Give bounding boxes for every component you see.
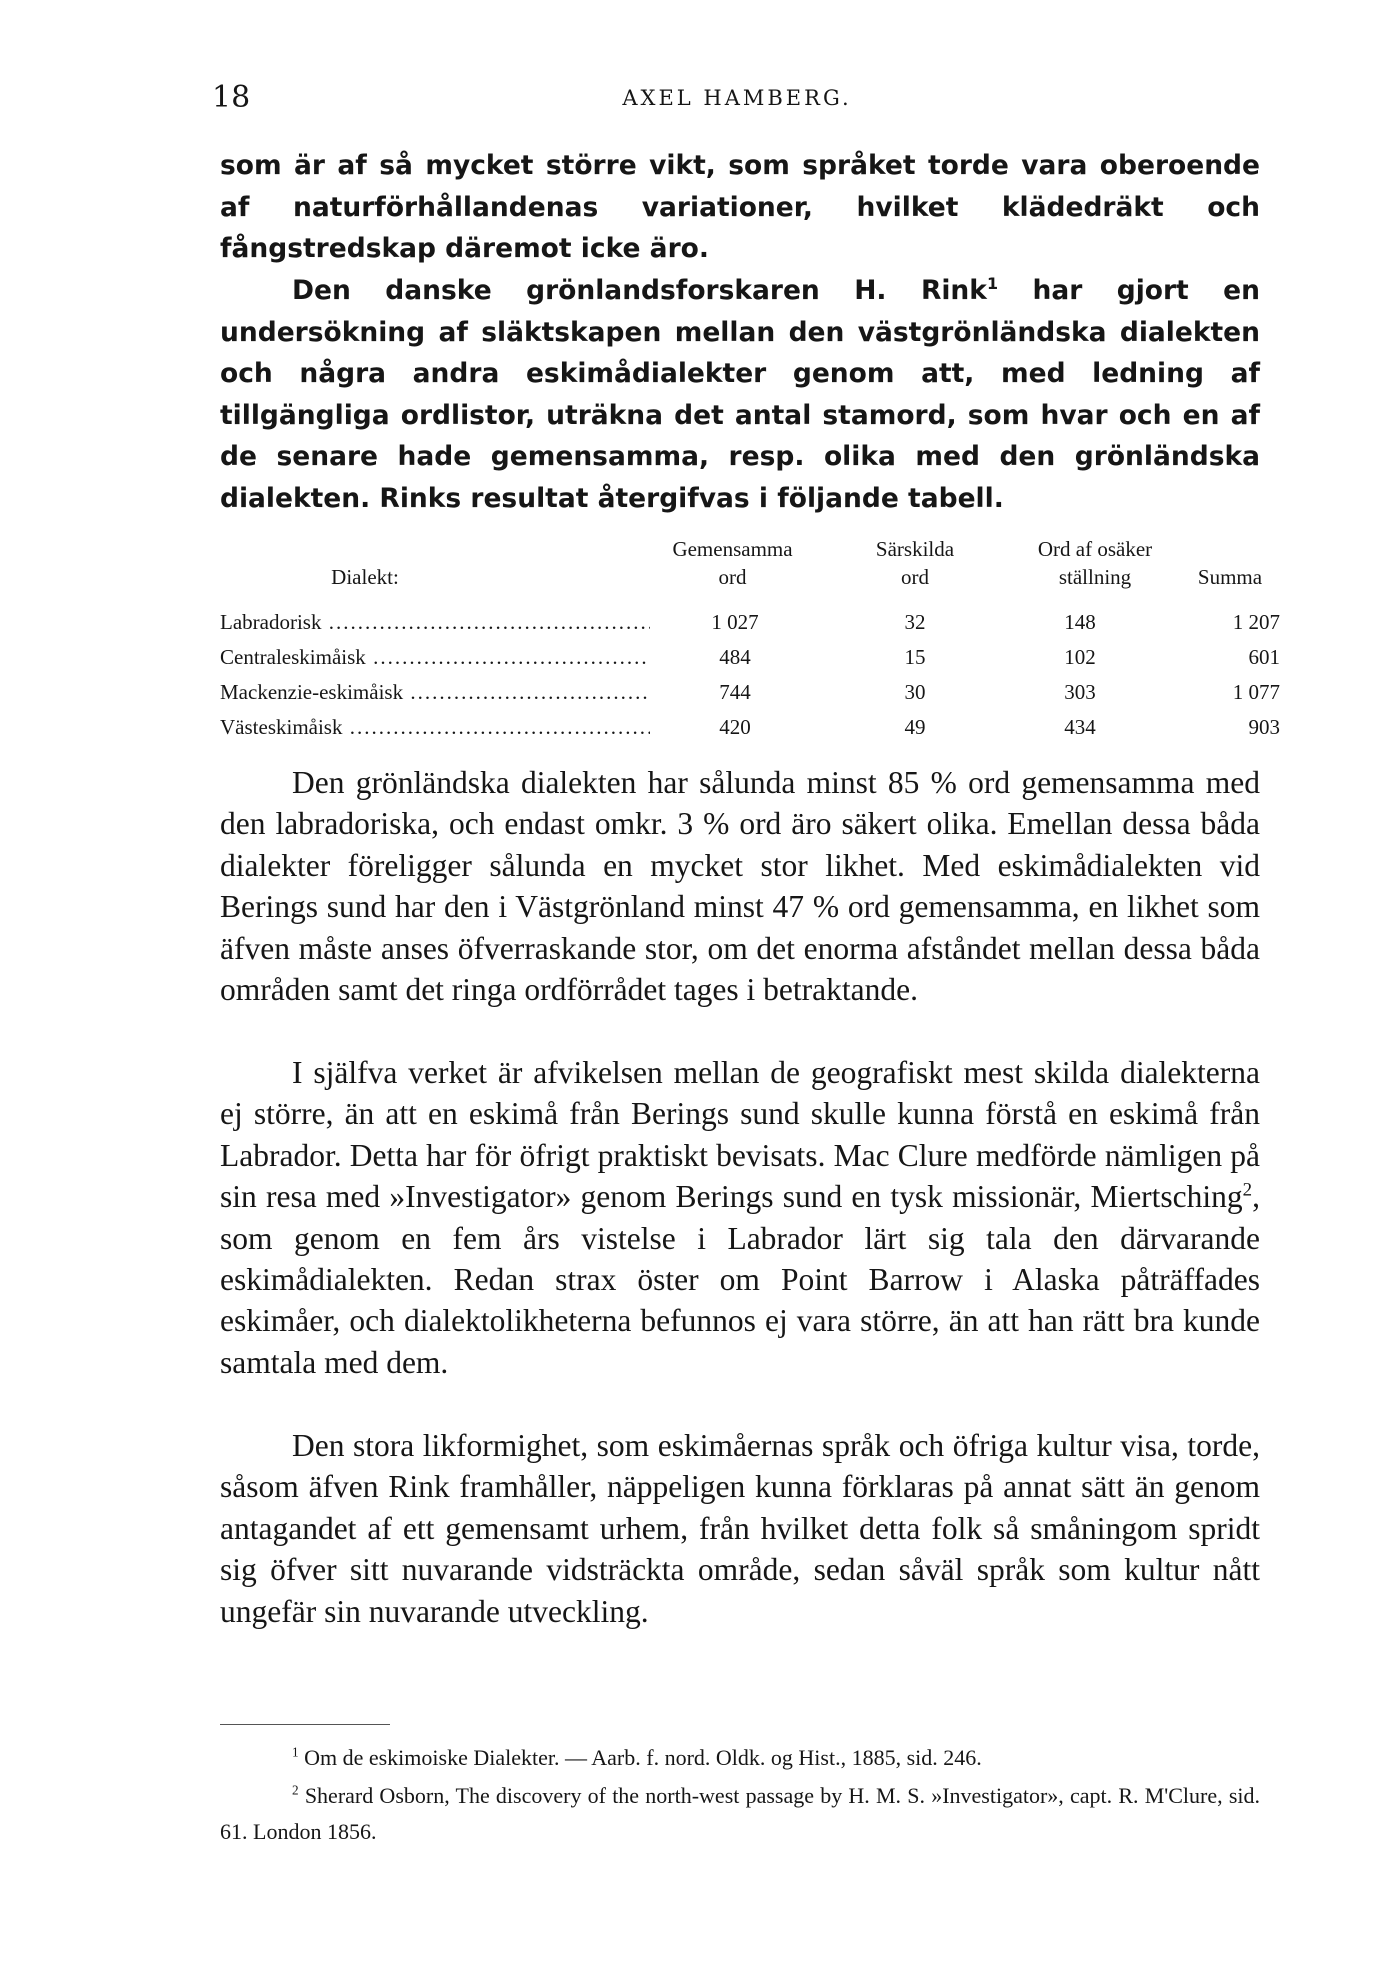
page-number: 18 <box>212 80 251 115</box>
paragraph-2-text-b: har gjort en undersökning af släktskapen mellan den västgrönländska dialekten och några andra eskimådialekter genom att, med ledning af tillgängliga ordlistor, uträkna det antal stamord, som hvar och en af de senare hade gemensamma, resp. olika med den grönländska dialekten. Rinks resultat återgifvas i följande tabell. <box>220 275 1261 514</box>
cell-summa: 601 <box>1248 645 1280 669</box>
header-osaker-line1: Ord af osäker <box>1037 537 1153 561</box>
cell-gemensamma: 1 027 <box>711 610 759 634</box>
row-label: Västeskimåisk ..... <box>220 715 650 740</box>
header-gemensamma-line1: Gemensamma <box>672 537 793 561</box>
paragraph-2 <box>220 270 1260 520</box>
header-dialekt: Dialekt: <box>331 565 399 589</box>
table-row <box>220 610 1280 640</box>
cell-sarskilda: 15 <box>904 645 926 669</box>
paragraph-1 <box>220 145 1260 270</box>
table-row <box>220 645 1280 675</box>
cell-sarskilda: 32 <box>904 610 926 634</box>
row-label: Mackenzie-eskimåisk ..... <box>220 680 650 705</box>
header-osaker <box>1000 535 1190 591</box>
paragraph-2-text-a: Den danske grönlandsforskaren H. Rink <box>292 275 987 306</box>
cell-summa: 1 207 <box>1232 610 1280 634</box>
cell-summa: 1 077 <box>1232 680 1280 704</box>
paragraph-4-text-b: , som genom en fem års vistelse i Labrador lärt sig tala den därvarande eskimådialekten. Redan strax öster om Point Barrow i Alaska påträffades eskimåer, och dialektolikheterna befunnos ej vara större, än att han rätt bra kunde samtala med dem. <box>220 1179 1260 1380</box>
header-summa: Summa <box>1197 565 1263 589</box>
row-label: Centraleskimåisk ..... <box>220 645 650 670</box>
cell-sarskilda: 49 <box>904 715 926 739</box>
header-osaker-line2: ställning <box>1058 565 1132 589</box>
dialect-table <box>220 535 1280 740</box>
cell-gemensamma: 420 <box>719 715 751 739</box>
paragraph-4-text-a: I själfva verket är afvikelsen mellan de geografiskt mest skilda dialekterna ej större, än att en eskimå från Berings sund skulle kunna förstå en eskimå från Labrador. Detta har för öfrigt praktiskt bevisats. Mac Clure medförde nämligen på sin resa med »Investigator» genom Berings sund en tysk missionär, Miertsching <box>220 1055 1260 1215</box>
footnote-mark: 1 <box>292 1744 299 1760</box>
cell-sarskilda: 30 <box>904 680 926 704</box>
header-sarskilda-line2: ord <box>901 565 929 589</box>
paragraph-4 <box>220 1052 1260 1383</box>
paragraph-1-text: som är af så mycket större vikt, som språket torde vara oberoende af naturförhållandenas variationer, hvilket klädedräkt och fångstredskap däremot icke äro. <box>220 150 1260 265</box>
paragraph-3-text: Den grönländska dialekten har sålunda minst 85 % ord gemensamma med den labradoriska, och endast omkr. 3 % ord äro säkert olika. Emellan dessa båda dialekter föreligger sålunda en mycket stor likhet. Med eskimådialekten vid Berings sund har den i Västgrönland minst 47 % ord gemensamma, en likhet som äfven måste anses öfverraskande stor, om det enorma afståndet mellan dessa båda områden samt det ringa ordförrådet tages i betraktande. <box>220 765 1260 1008</box>
running-head: AXEL HAMBERG. <box>622 86 852 110</box>
paragraph-3 <box>220 762 1260 1010</box>
header-sarskilda <box>840 535 990 591</box>
footnote-ref-1: 1 <box>986 274 998 294</box>
footnote-ref-2: 2 <box>1242 1179 1253 1201</box>
cell-gemensamma: 484 <box>719 645 751 669</box>
footnote-2 <box>220 1778 1260 1850</box>
header-gemensamma-line2: ord <box>718 565 747 589</box>
row-label: Labradorisk ..... <box>220 610 650 635</box>
footnote-1 <box>220 1740 1260 1776</box>
cell-osaker: 434 <box>1064 715 1096 739</box>
table-row <box>220 715 1280 745</box>
footnote-text: Om de eskimoiske Dialekter. — Aarb. f. nord. Oldk. og Hist., 1885, sid. 246. <box>304 1745 982 1770</box>
cell-osaker: 148 <box>1064 610 1096 634</box>
header-gemensamma <box>650 535 815 591</box>
cell-osaker: 303 <box>1064 680 1096 704</box>
header-sarskilda-line1: Särskilda <box>875 537 955 561</box>
paragraph-5-text: Den stora likformighet, som eskimåernas språk och öfriga kultur visa, torde, såsom äfven Rink framhåller, näppeligen kunna förklaras på annat sätt än genom antagandet af ett gemensamt urhem, från hvilket detta folk så småningom spridt sig öfver sitt nuvarande vidsträckta område, sedan såväl språk som kultur nått ungefär sin nuvarande utveckling. <box>220 1428 1260 1629</box>
cell-osaker: 102 <box>1064 645 1096 669</box>
cell-gemensamma: 744 <box>719 680 751 704</box>
page-header <box>212 80 1262 120</box>
paragraph-5 <box>220 1425 1260 1632</box>
footnote-mark: 2 <box>292 1782 299 1798</box>
table-row <box>220 680 1280 710</box>
footnote-text: Sherard Osborn, The discovery of the north-west passage by H. M. S. »Investigator», capt. R. M'Clure, sid. 61. London 1856. <box>220 1783 1261 1844</box>
footnote-rule <box>220 1724 390 1725</box>
cell-summa: 903 <box>1248 715 1280 739</box>
